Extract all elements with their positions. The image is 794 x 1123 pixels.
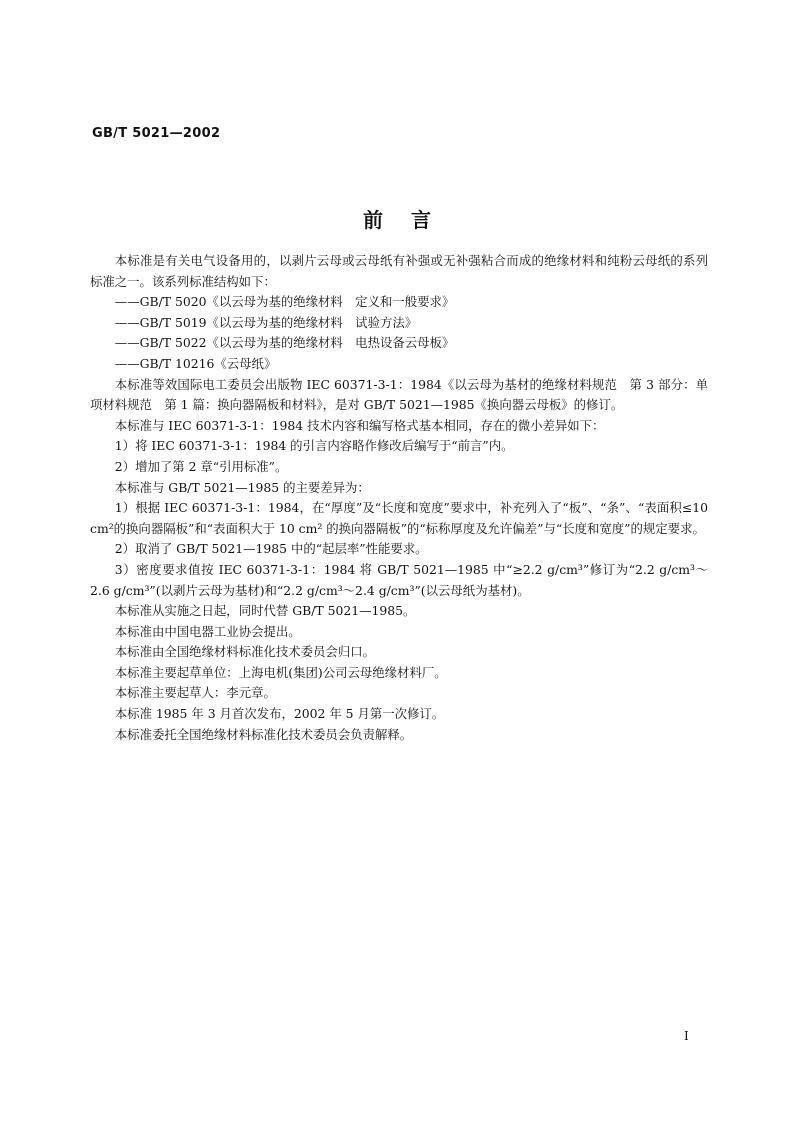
paragraph: 本标准由全国绝缘材料标准化技术委员会归口。 [114, 644, 375, 660]
paragraph: 本标准委托全国绝缘材料标准化技术委员会负责解释。 [114, 726, 413, 742]
paragraph: 本标准主要起草人：李元章。 [114, 685, 276, 701]
list-item: 1）将 IEC 60371-3-1：1984 的引言内容略作修改后编写于“前言”内。 [114, 438, 514, 454]
page-number: I [684, 1029, 689, 1043]
paragraph: 本标准从实施之日起，同时代替 GB/T 5021—1985。 [114, 603, 416, 619]
paragraph: 本标准等效国际电工委员会出版物 IEC 60371-3-1：1984《以云母为基材的绝缘材料规范 第 3 部分：单项材料规范 第 1 篇：换向器隔板和材料》，是对 GB/T 5021—1985《换向器云母板》的修订。 [90, 376, 708, 413]
list-item: ——GB/T 10216《云母纸》 [114, 355, 277, 371]
paragraph: 本标准是有关电气设备用的，以剥片云母或云母纸有补强或无补强粘合而成的绝缘材料和纯粉云母纸的系列标准之一。该系列标准结构如下： [90, 253, 708, 289]
paragraph: 本标准由中国电器工业协会提出。 [114, 623, 301, 639]
foreword-body [90, 251, 708, 745]
paragraph: 本标准主要起草单位：上海电机(集团)公司云母绝缘材料厂。 [114, 664, 447, 680]
page-title: 前言 [363, 208, 459, 232]
list-item: 3）密度要求值按 IEC 60371-3-1：1984 将 GB/T 5021—1985 中“≥2.2 g/cm³”修订为“2.2 g/cm³～2.6 g/cm³”(以剥片云母为基材)和“2.2 g/cm³～2.4 g/cm³”(以云母纸为基材)。 [90, 561, 708, 598]
list-item: 2）取消了 GB/T 5021—1985 中的“起层率”性能要求。 [114, 541, 428, 557]
list-item: ——GB/T 5022《以云母为基的绝缘材料 电热设备云母板》 [114, 335, 455, 351]
paragraph: 本标准与 IEC 60371-3-1：1984 技术内容和编写格式基本相同，存在的微小差异如下： [114, 417, 605, 433]
list-item: 1）根据 IEC 60371-3-1：1984，在“厚度”及“长度和宽度”要求中，补充列入了“板”、“条”、“表面积≤10 cm²的换向器隔板”和“表面积大于 10 cm² 的换向器隔板”的“标称厚度及允许偏差”与“长度和宽度”的规定要求。 [90, 500, 708, 536]
standard-code: GB/T 5021—2002 [92, 126, 221, 141]
paragraph: 本标准与 GB/T 5021—1985 的主要差异为： [114, 479, 370, 495]
list-item: 2）增加了第 2 章“引用标准”。 [114, 458, 288, 474]
list-item: ——GB/T 5019《以云母为基的绝缘材料 试验方法》 [114, 314, 418, 330]
paragraph: 本标准 1985 年 3 月首次发布，2002 年 5 月第一次修订。 [114, 706, 445, 722]
list-item: ——GB/T 5020《以云母为基的绝缘材料 定义和一般要求》 [114, 294, 455, 310]
